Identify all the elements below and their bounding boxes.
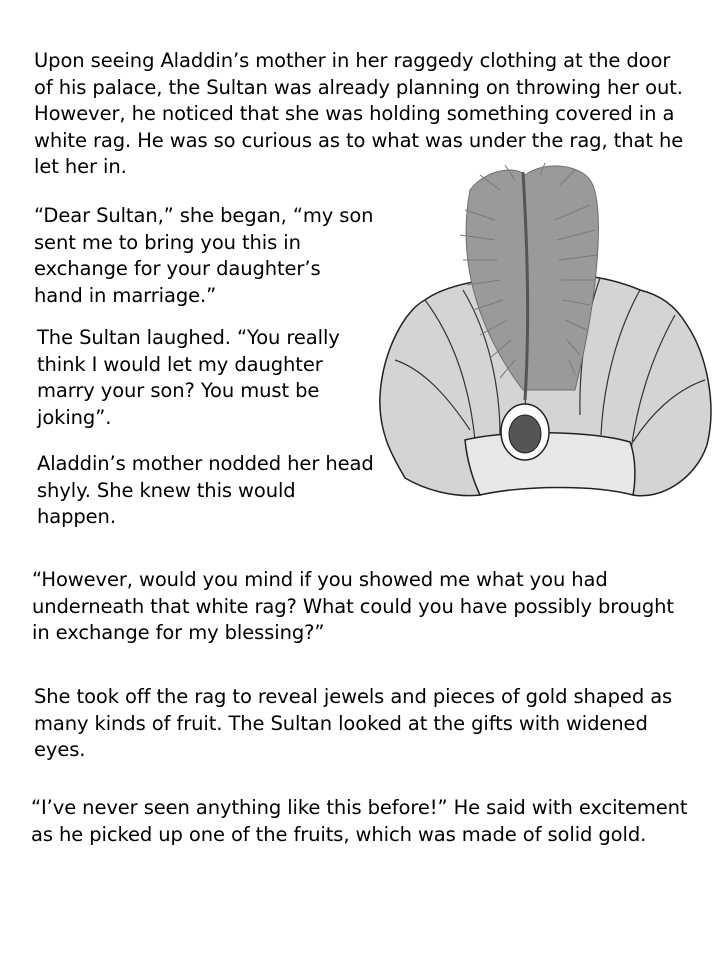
turban-with-feather-icon [375,160,715,540]
story-paragraph-1: Upon seeing Aladdin’s mother in her raggedy clothing at the door of his palace, the Sultan was already planning on throwing her out. However, he noticed that she was holding something covered in a white rag. He was so curious as to what was under the rag, that he let her in. [34,49,684,178]
turban-band [465,433,635,495]
story-paragraph-5: “However, would you mind if you showed me what you had underneath that white rag? What could you have possibly brought in exchange for my blessing?” [32,568,674,644]
story-paragraph-2: “Dear Sultan,” she began, “my son sent me to bring you this in exchange for your daughter’s hand in marriage.” [34,204,374,307]
story-paragraph-3: The Sultan laughed. “You really think I would let my daughter marry your son? You must be joking”. [37,326,340,429]
story-paragraph-4: Aladdin’s mother nodded her head shyly. She knew this would happen. [37,452,374,528]
story-paragraph-6: She took off the rag to reveal jewels and pieces of gold shaped as many kinds of fruit. The Sultan looked at the gifts with widened eyes. [34,685,673,761]
story-paragraph-7: “I’ve never seen anything like this before!” He said with excitement as he picked up one of the fruits, which was made of solid gold. [31,796,688,846]
turban-jewel [509,415,541,453]
